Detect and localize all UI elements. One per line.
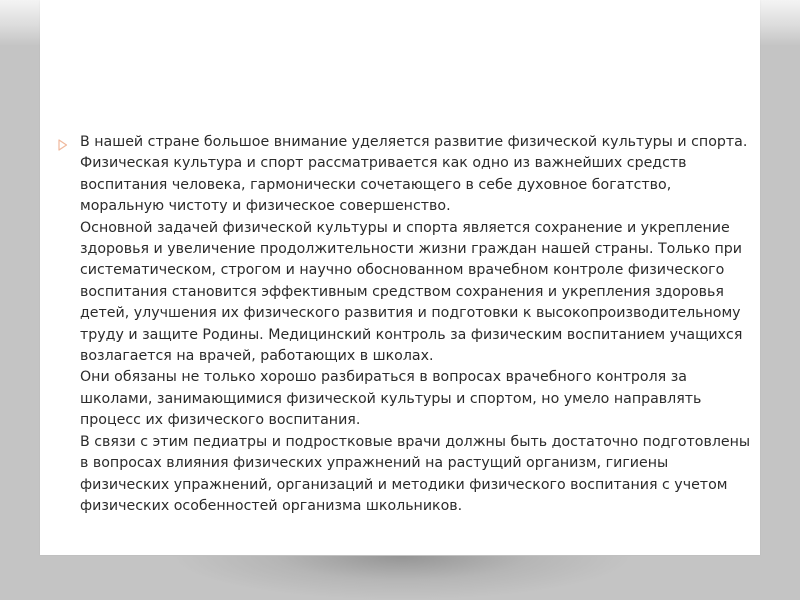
outline-arrow-bullet-icon: [58, 139, 68, 151]
slide-body-text: В нашей стране большое внимание уделяется развитие физической культуры и спорта. Физическая культура и спорт рассматривается как одно из важнейших средств воспитания человека, гармонически сочетающего в себе духовное богатство, моральную чистоту и физическое совершенство. Основной задачей физической культуры и спорта является сохранение и укрепление здоровья и увеличение продолжительности жизни граждан нашей страны. Только при систематическом, строгом и научно обоснованном врачебном контроле физического воспитания становится эффективным средством сохранения и укрепления здоровья детей, улучшения их физического развития и подготовки к высокопроизводительному труду и защите Родины. Медицинский контроль за физическим воспитанием учащихся возлагается на врачей, работающих в школах. Они обязаны не только хорошо разбираться в вопросах врачебного контроля за школами, занимающимися физической культуры и спортом, но умело направлять процесс их физического воспитания. В связи с этим педиатры и подростковые врачи должны быть достаточно подготовлены в вопросах влияния физических упражнений на растущий организм, гигиены физических упражнений, организаций и методики физического воспитания с учетом физических особенностей организма школьников.: [80, 134, 751, 514]
bottom-shadow: [172, 556, 632, 600]
